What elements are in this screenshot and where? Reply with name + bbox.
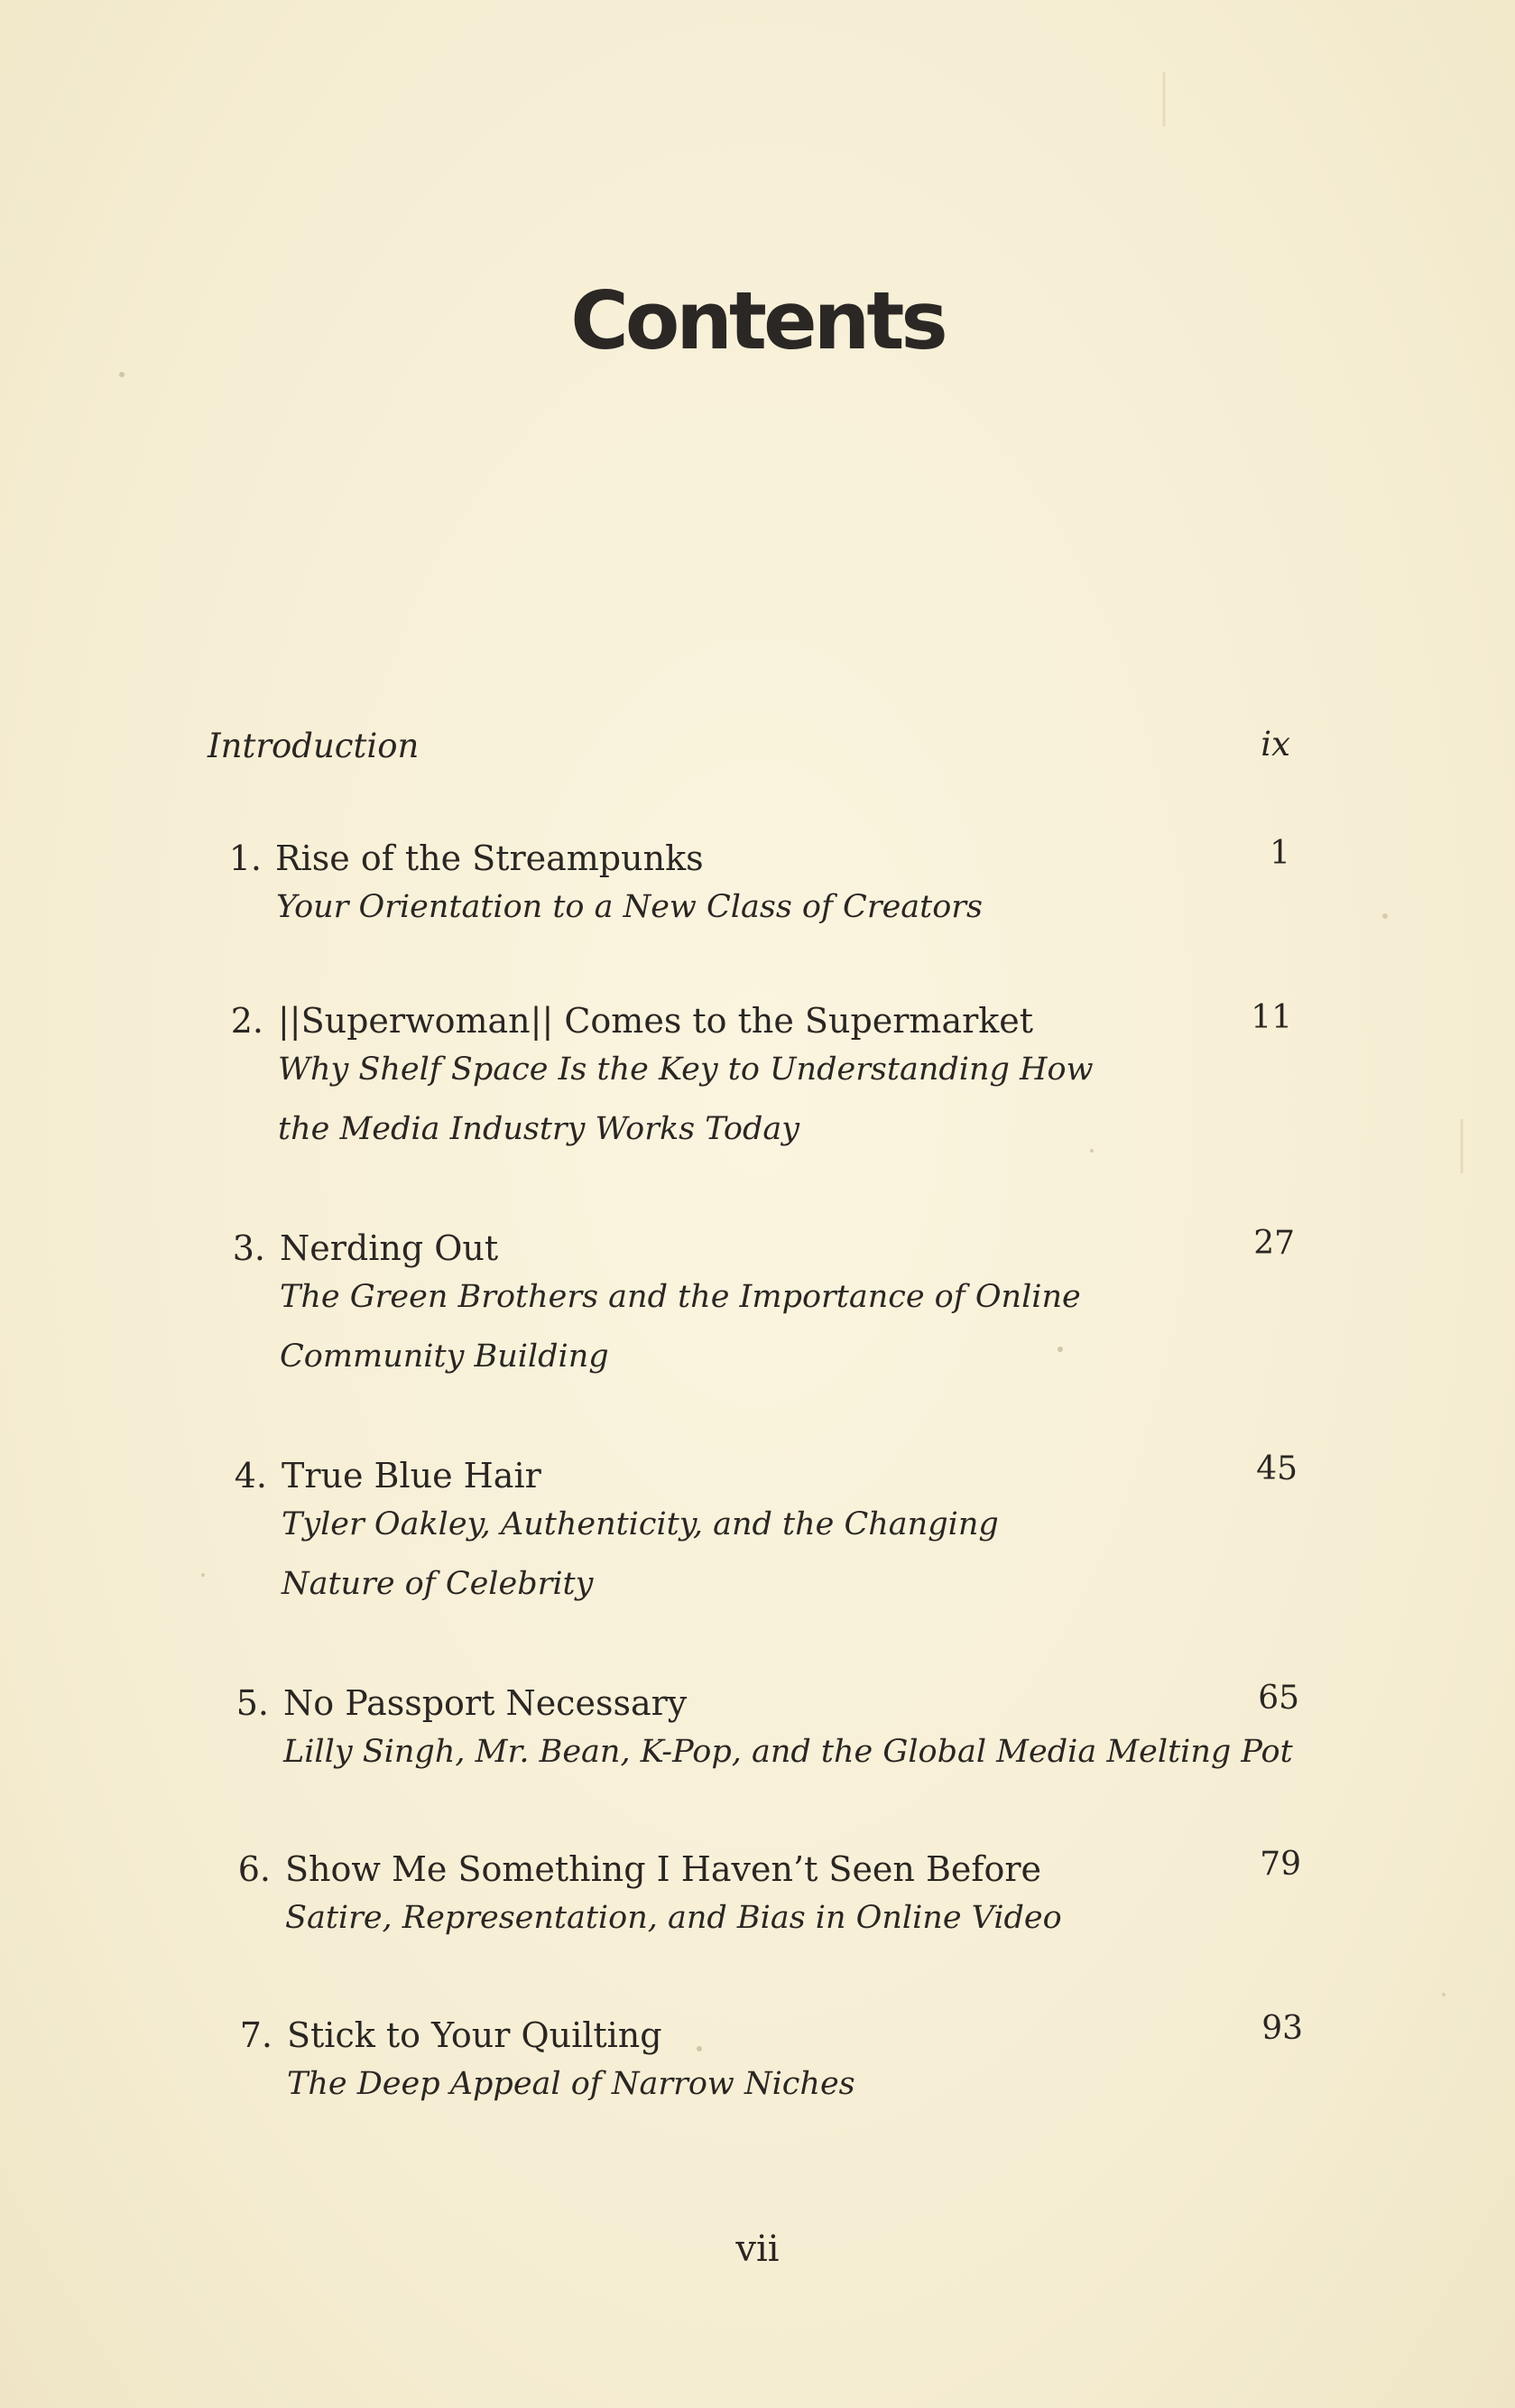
chapter-title: Show Me Something I Haven’t Seen Before bbox=[285, 1849, 1041, 1889]
chapter-page-number: 45 bbox=[1256, 1450, 1298, 1487]
chapter-number: 4. bbox=[234, 1456, 267, 1496]
chapter-title: Stick to Your Quilting bbox=[287, 2015, 662, 2055]
chapter-subtitle-line: the Media Industry Works Today bbox=[278, 1111, 799, 1147]
chapter-subtitle-line: Satire, Representation, and Bias in Online Video bbox=[285, 1900, 1062, 1936]
chapter-subtitle-line: The Green Brothers and the Importance of Online bbox=[280, 1279, 1081, 1315]
chapter-subtitle-line: Tyler Oakley, Authenticity, and the Changing bbox=[282, 1506, 999, 1542]
page-number: vii bbox=[735, 2228, 780, 2270]
toc-introduction-label: Introduction bbox=[208, 727, 420, 765]
chapter-page-number: 93 bbox=[1261, 2010, 1303, 2047]
page-title: Contents bbox=[570, 274, 945, 367]
chapter-page-number: 65 bbox=[1258, 1680, 1299, 1717]
chapter-title: Rise of the Streampunks bbox=[275, 838, 704, 878]
chapter-page-number: 27 bbox=[1253, 1225, 1295, 1262]
chapter-page-number: 1 bbox=[1270, 835, 1290, 872]
chapter-subtitle-line: Why Shelf Space Is the Key to Understanding How bbox=[278, 1051, 1094, 1088]
chapter-page-number: 79 bbox=[1260, 1846, 1301, 1883]
chapter-number: 2. bbox=[230, 1001, 263, 1041]
toc-introduction-page: ix bbox=[1261, 725, 1290, 764]
chapter-title: True Blue Hair bbox=[282, 1456, 541, 1496]
chapter-subtitle-line: Nature of Celebrity bbox=[282, 1566, 594, 1602]
chapter-number: 1. bbox=[228, 838, 262, 878]
chapter-title: ||Superwoman|| Comes to the Supermarket bbox=[278, 1001, 1034, 1041]
chapter-number: 5. bbox=[236, 1683, 269, 1723]
chapter-subtitle-line: Lilly Singh, Mr. Bean, K-Pop, and the Global Media Melting Pot bbox=[283, 1734, 1293, 1770]
chapter-number: 6. bbox=[237, 1849, 271, 1889]
chapter-title: No Passport Necessary bbox=[283, 1683, 688, 1723]
chapter-subtitle-line: Your Orientation to a New Class of Creators bbox=[276, 889, 983, 925]
chapter-number: 3. bbox=[232, 1228, 265, 1268]
chapter-title: Nerding Out bbox=[280, 1228, 499, 1268]
chapter-subtitle-line: Community Building bbox=[280, 1338, 609, 1375]
chapter-subtitle-line: The Deep Appeal of Narrow Niches bbox=[287, 2066, 855, 2102]
chapter-number: 7. bbox=[239, 2015, 273, 2055]
chapter-page-number: 11 bbox=[1251, 999, 1292, 1036]
